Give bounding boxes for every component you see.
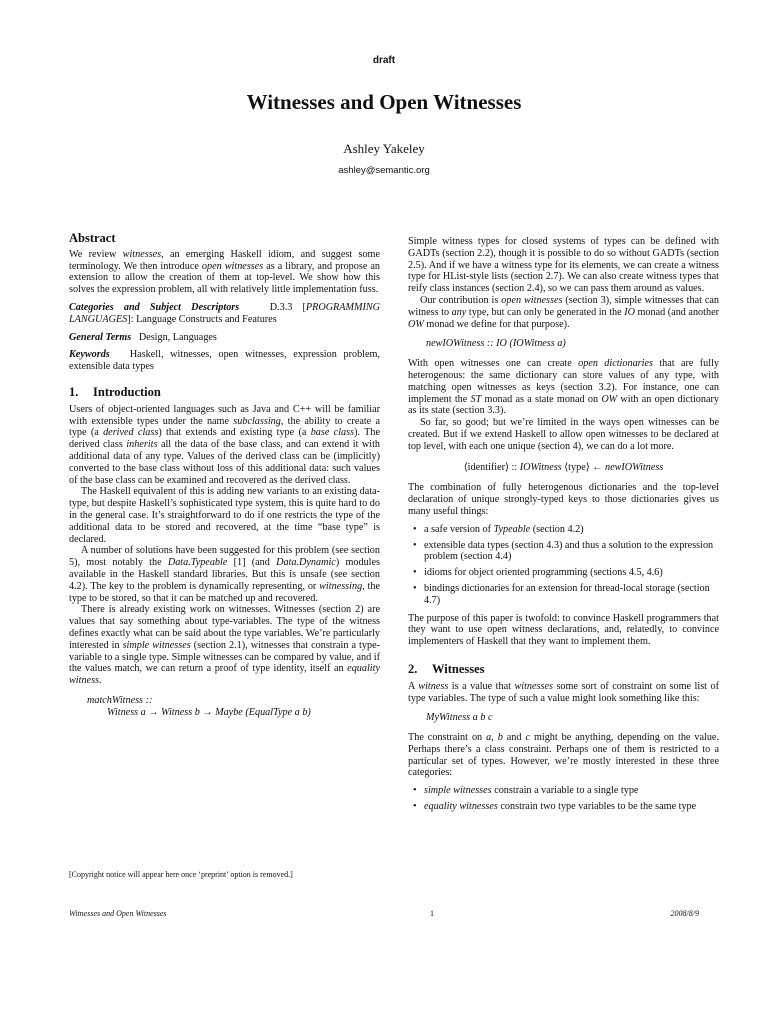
right-paragraph-5: The combination of fully heterogenous dictionaries and the top-level declaration of unique strongly-typed keys to those dictionaries gives us many useful things: bbox=[408, 482, 719, 517]
new-io-witness-code: newIOWitness :: IO (IOWitness a) bbox=[426, 338, 566, 350]
author-name: Ashley Yakeley bbox=[343, 141, 425, 156]
left-column bbox=[69, 233, 380, 726]
paper-title: Witnesses and Open Witnesses bbox=[246, 90, 522, 114]
right-paragraph-2: Our contribution is open witnesses (section 3), simple witnesses that can witness to any type, but can only be generated in the IO monad (and another OW monad we define for that purpose). bbox=[408, 294, 719, 330]
list-item: • a safe version of Typeable (section 4.2) bbox=[408, 524, 719, 536]
categories-descriptors: Categories and Subject Descriptors D.3.3 [PROGRAMMING LANGUAGES]: Language Constructs and Features bbox=[69, 301, 381, 325]
footer-title: Witnesses and Open Witnesses bbox=[69, 909, 167, 918]
keywords: Keywords Haskell, witnesses, open witnesses, expression problem, extensible data types bbox=[69, 349, 381, 373]
right-paragraph-6: The purpose of this paper is twofold: to convince Haskell programmers that they want to use open witness declarations, and, relatedly, to convince implementers of Haskell that they want to implement them. bbox=[408, 612, 719, 648]
introduction-heading: 1. Introduction bbox=[69, 384, 161, 399]
list-item: • simple witnesses constrain a variable to a single type bbox=[408, 785, 719, 797]
right-paragraph-1: Simple witness types for closed systems of types can be defined with GADTs (section 2.2), though it is possible to do so without GADTs (section 2.5). And if we have a witness type for its elements, we can create a witness type for HList-style lists (section 2.7). We can also create witness types that reify class instances (section 2.4), so we can pass them around as values. bbox=[408, 236, 719, 295]
witnesses-paragraph-1: A witness is a value that witnesses some sort of constraint on some list of type variables. The type of such a value might look something like this: bbox=[408, 680, 719, 704]
intro-paragraph-3: A number of solutions have been suggested for this problem (see section 5), most notably the Data.Typeable [1] (and Data.Dynamic) modules available in the Haskell standard libraries. But this is unsafe (see section 4.2). The key to the problem is dynamically representing, or witnessing, the type to be stored, so that it can be matched up and recovered. bbox=[69, 545, 380, 604]
my-witness-code: MyWitness a b c bbox=[426, 712, 493, 724]
abstract-heading: Abstract bbox=[69, 231, 116, 245]
right-paragraph-4: So far, so good; but we’re limited in the ways open witnesses can be created. But if we extend Haskell to allow open witnesses to be declared at top level, with each one unique (section 4), we can do a lot more. bbox=[408, 417, 719, 452]
intro-paragraph-2: The Haskell equivalent of this is adding new variants to an existing data-type, but despite Haskell’s sophisticated type system, this is quite hard to do in the general case. It’s straightforward to do if one restricts the type of the additional data to be stored and recovered, at the time “base type” is declared. bbox=[69, 486, 380, 545]
general-terms: General Terms Design, Languages bbox=[69, 331, 217, 343]
list-item: • equality witnesses constrain two type variables to be the same type bbox=[408, 801, 719, 813]
footer-date: 2008/8/9 bbox=[670, 909, 699, 918]
witnesses-heading: 2. Witnesses bbox=[408, 661, 485, 676]
declaration-syntax: ⟨identifier⟩ :: IOWitness ⟨type⟩ ← newIOWitness bbox=[463, 461, 664, 473]
list-item: • idioms for object oriented programming (sections 4.5, 4.6) bbox=[408, 567, 719, 579]
author-email: ashley@semantic.org bbox=[338, 165, 430, 176]
list-item: • bindings dictionaries for an extension for thread-local storage (section 4.7) bbox=[408, 583, 719, 607]
page-number: 1 bbox=[430, 909, 434, 918]
witness-categories-list bbox=[408, 785, 719, 813]
intro-paragraph-1: Users of object-oriented languages such as Java and C++ will be familiar with extensible types under the name subclassing, the ability to create a type (a derived class) that extends and existing type (a base class). The derived class inherits all the data of the base class, and can extend it with additional data of any type. Values of the derived class can be (implicitly) converted to the base class without loss of this additional data: such values of the base class can be examined and recovered as the derived class. bbox=[69, 403, 381, 486]
witnesses-paragraph-2: The constraint on a, b and c might be anything, depending on the value. Perhaps there’s a class constraint. Perhaps one of them is restricted to a particular set of types. However, we’re mostly interested in these three categories: bbox=[408, 732, 720, 779]
right-paragraph-3: With open witnesses one can create open dictionaries that are fully heterogenous: the same dictionary can store values of any type, with matching open witnesses as keys (section 3.2). For instance, one can implement the ST monad as a state monad on OW with an open dictionary as its state (section 3.3). bbox=[408, 358, 719, 417]
intro-paragraph-4: There is already existing work on witnesses. Witnesses (section 2) are values that say something about type-variables. The type of the witness defines exactly what can be said about the type variables. We’re particularly interested in simple witnesses (section 2.1), witnesses that constrain a type-variable to a single type. Simple witnesses can be compared by value, and if the values match, we can return a proof of type identity, itself an equality witness. bbox=[69, 604, 380, 687]
copyright-notice: [Copyright notice will appear here once ‘preprint’ option is removed.] bbox=[69, 870, 293, 879]
draft-label: draft bbox=[372, 55, 396, 66]
right-column bbox=[408, 236, 719, 819]
list-item: • extensible data types (section 4.3) and thus a solution to the expression problem (section 4.4) bbox=[408, 540, 719, 564]
abstract-text: We review witnesses, an emerging Haskell idiom, and suggest some terminology. We then introduce open witnesses as a library, and propose an extension to allow the creation of them at top-level. We show how this solves the expression problem, all with relatively little implementation fuss. bbox=[69, 248, 380, 296]
useful-things-list bbox=[408, 524, 719, 607]
match-witness-code: matchWitness :: Witness a → Witness b → Maybe (EqualType a b) bbox=[87, 694, 311, 718]
